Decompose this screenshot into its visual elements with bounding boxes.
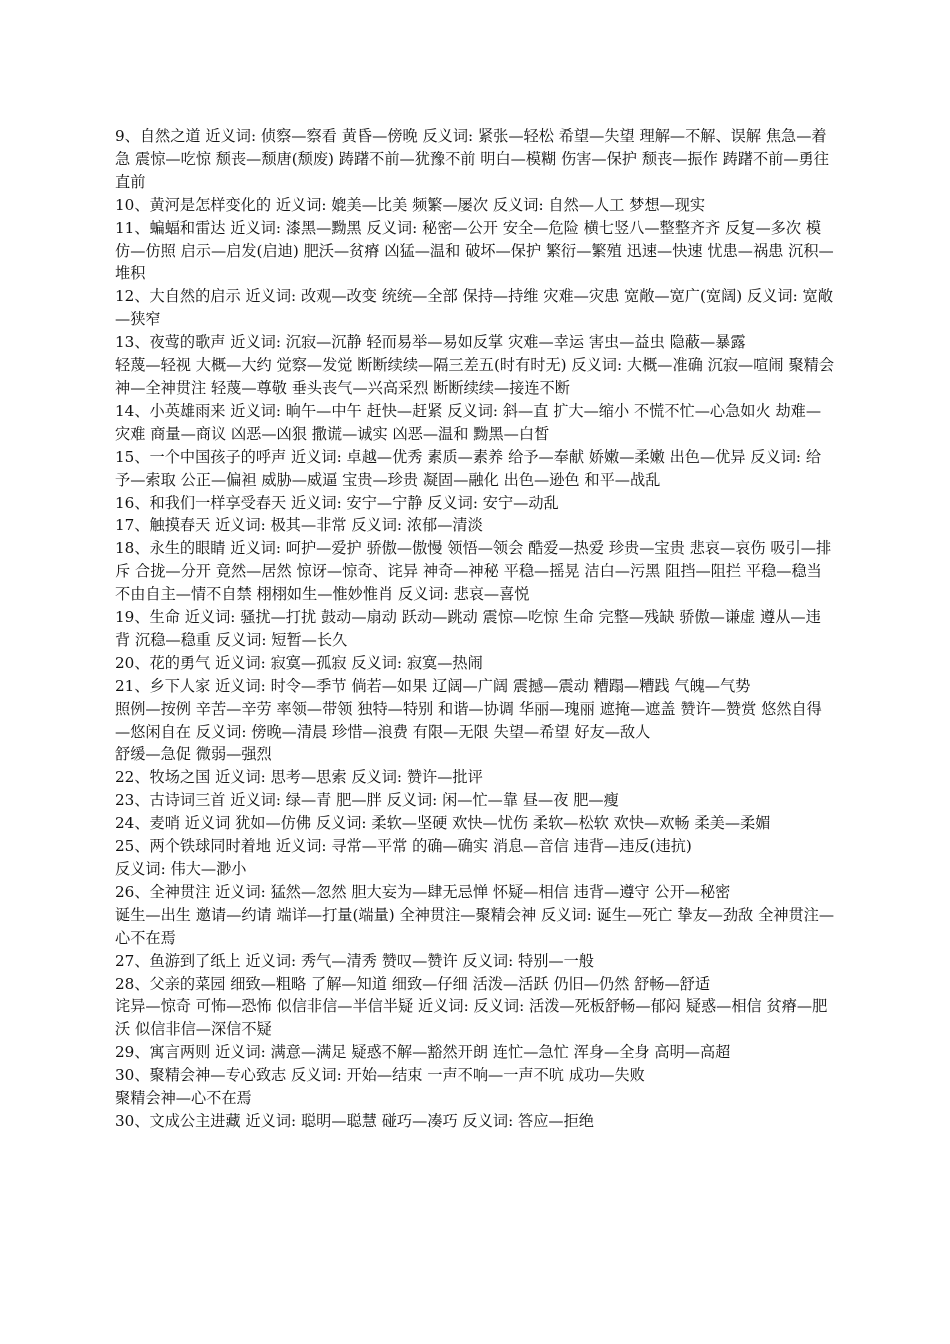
paragraph-lesson-30a: 30、聚精会神—专心致志 反义词: 开始—结束 一声不响—一声不吭 成功—失败 bbox=[115, 1066, 645, 1085]
paragraph-lesson-26-cont: 诞生—出生 邀请—约请 端详—打量(端量) 全神贯注—聚精会神 反义词: 诞生—死亡 挚友—劲敌 全神贯注—心不在焉 bbox=[115, 905, 835, 947]
paragraph-lesson-18: 18、永生的眼睛 近义词: 呵护—爱护 骄傲—傲慢 领悟—领会 酷爱—热爱 珍贵—宝贵 悲哀—哀伤 吸引—排斥 合拢—分开 竟然—居然 惊讶—惊奇、诧异 神奇—神秘 平稳—摇晃 洁白—污黑 阻挡—阻拦 平稳—稳当 不由自主—情不自禁 栩栩如生—惟妙惟肖 反义词: 悲哀—喜悦 bbox=[115, 539, 832, 604]
paragraph-lesson-25: 25、两个铁球同时着地 近义词: 寻常—平常 的确—确实 消息—音信 违背—违反(违抗) bbox=[115, 837, 692, 856]
paragraph-lesson-19: 19、生命 近义词: 骚扰—打扰 鼓动—扇动 跃动—跳动 震惊—吃惊 生命 完整—残缺 骄傲—谦虚 遵从—违背 沉稳—稳重 反义词: 短暂—长久 bbox=[115, 608, 821, 649]
paragraph-lesson-28: 28、父亲的菜园 细致—粗略 了解—知道 细致—仔细 活泼—活跃 仍旧—仍然 舒畅—舒适 bbox=[115, 974, 711, 993]
paragraph-lesson-30a-cont: 聚精会神—心不在焉 bbox=[115, 1089, 252, 1108]
paragraph-lesson-9: 9、自然之道 近义词: 侦察—察看 黄昏—傍晚 反义词: 紧张—轻松 希望—失望 理解—不解、误解 焦急—着急 震惊—吃惊 颓丧—颓唐(颓废) 踌躇不前—犹豫不前 明白—模糊 伤害—保护 颓丧—振作 踌躇不前—勇往直前 bbox=[115, 127, 829, 191]
paragraph-lesson-30b: 30、文成公主进藏 近义词: 聪明—聪慧 碰巧—凑巧 反义词: 答应—拒绝 bbox=[115, 1111, 594, 1130]
document-body bbox=[115, 125, 835, 1133]
paragraph-lesson-13-cont: 轻蔑—轻视 大概—大约 觉察—发觉 断断续续—隔三差五(时有时无) 反义词: 大概—准确 沉寂—喧闹 聚精会神—全神贯注 轻蔑—尊敬 垂头丧气—兴高采烈 断断续续—接连不断 bbox=[115, 356, 835, 397]
paragraph-lesson-25-cont: 反义词: 伟大—渺小 bbox=[115, 860, 247, 878]
paragraph-lesson-12: 12、大自然的启示 近义词: 改观—改变 统统—全部 保持—持维 灾难—灾患 宽敞—宽广(宽阔) 反义词: 宽敞—狭窄 bbox=[115, 287, 833, 329]
paragraph-lesson-17: 17、触摸春天 近义词: 极其—非常 反义词: 浓郁—清淡 bbox=[115, 516, 483, 535]
paragraph-lesson-11: 11、蝙蝠和雷达 近义词: 漆黑—黝黑 反义词: 秘密—公开 安全—危险 横七竖八—整整齐齐 反复—多次 模仿—仿照 启示—启发(启迪) 肥沃—贫瘠 凶猛—温和 破坏—保护 繁衍—繁殖 迅速—快速 忧患—祸患 沉积—堆积 bbox=[115, 218, 834, 283]
paragraph-lesson-26: 26、全神贯注 近义词: 猛然—忽然 胆大妄为—肆无忌惮 怀疑—相信 违背—遵守 公开—秘密 bbox=[115, 882, 731, 901]
paragraph-lesson-28-cont: 诧异—惊奇 可怖—恐怖 似信非信—半信半疑 近义词: 反义词: 活泼—死板舒畅—郁闷 疑惑—相信 贫瘠—肥沃 似信非信—深信不疑 bbox=[115, 997, 828, 1039]
paragraph-lesson-21-cont: 照例—按例 辛苦—辛劳 率领—带领 独特—特别 和谐—协调 华丽—瑰丽 遮掩—遮盖 赞许—赞赏 悠然自得—悠闲自在 反义词: 傍晚—清晨 珍惜—浪费 有限—无限 失望—希望 好友—敌人 bbox=[115, 699, 822, 741]
paragraph-lesson-29: 29、寓言两则 近义词: 满意—满足 疑惑不解—豁然开朗 连忙—急忙 浑身—全身 高明—高超 bbox=[115, 1043, 731, 1062]
paragraph-lesson-21: 21、乡下人家 近义词: 时令—季节 倘若—如果 辽阔—广阔 震撼—震动 糟蹋—糟践 气魄—气势 bbox=[115, 676, 751, 695]
paragraph-lesson-16: 16、和我们一样享受春天 近义词: 安宁—宁静 反义词: 安宁—动乱 bbox=[115, 493, 559, 512]
paragraph-lesson-23: 23、古诗词三首 近义词: 绿—青 肥—胖 反义词: 闲—忙—靠 昼—夜 肥—瘦 bbox=[115, 791, 619, 810]
paragraph-lesson-21-end: 舒缓—急促 微弱—强烈 bbox=[115, 745, 272, 764]
paragraph-lesson-20: 20、花的勇气 近义词: 寂寞—孤寂 反义词: 寂寞—热闹 bbox=[115, 653, 483, 672]
paragraph-lesson-22: 22、牧场之国 近义词: 思考—思索 反义词: 赞许—批评 bbox=[115, 768, 483, 787]
paragraph-lesson-10: 10、黄河是怎样变化的 近义词: 媲美—比美 频繁—屡次 反义词: 自然—人工 梦想—现实 bbox=[115, 195, 706, 214]
paragraph-lesson-13: 13、夜莺的歌声 近义词: 沉寂—沉静 轻而易举—易如反掌 灾难—幸运 害虫—益虫 隐蔽—暴露 bbox=[115, 333, 746, 352]
paragraph-lesson-15: 15、一个中国孩子的呼声 近义词: 卓越—优秀 素质—素养 给予—奉献 娇嫩—柔嫩 出色—优异 反义词: 给予—索取 公正—偏袒 威胁—威逼 宝贵—珍贵 凝固—融化 出色—逊色 和平—战乱 bbox=[115, 447, 822, 489]
paragraph-lesson-24: 24、麦哨 近义词 犹如—仿佛 反义词: 柔软—坚硬 欢快—忧伤 柔软—松软 欢快—欢畅 柔美—柔媚 bbox=[115, 814, 771, 833]
paragraph-lesson-27: 27、鱼游到了纸上 近义词: 秀气—清秀 赞叹—赞许 反义词: 特别—一般 bbox=[115, 951, 594, 970]
paragraph-lesson-14: 14、小英雄雨来 近义词: 晌午—中午 赶快—赶紧 反义词: 斜—直 扩大—缩小 不慌不忙—心急如火 劫难—灾难 商量—商议 凶恶—凶狠 撒谎—诚实 凶恶—温和 黝黑—白皙 bbox=[115, 401, 822, 443]
